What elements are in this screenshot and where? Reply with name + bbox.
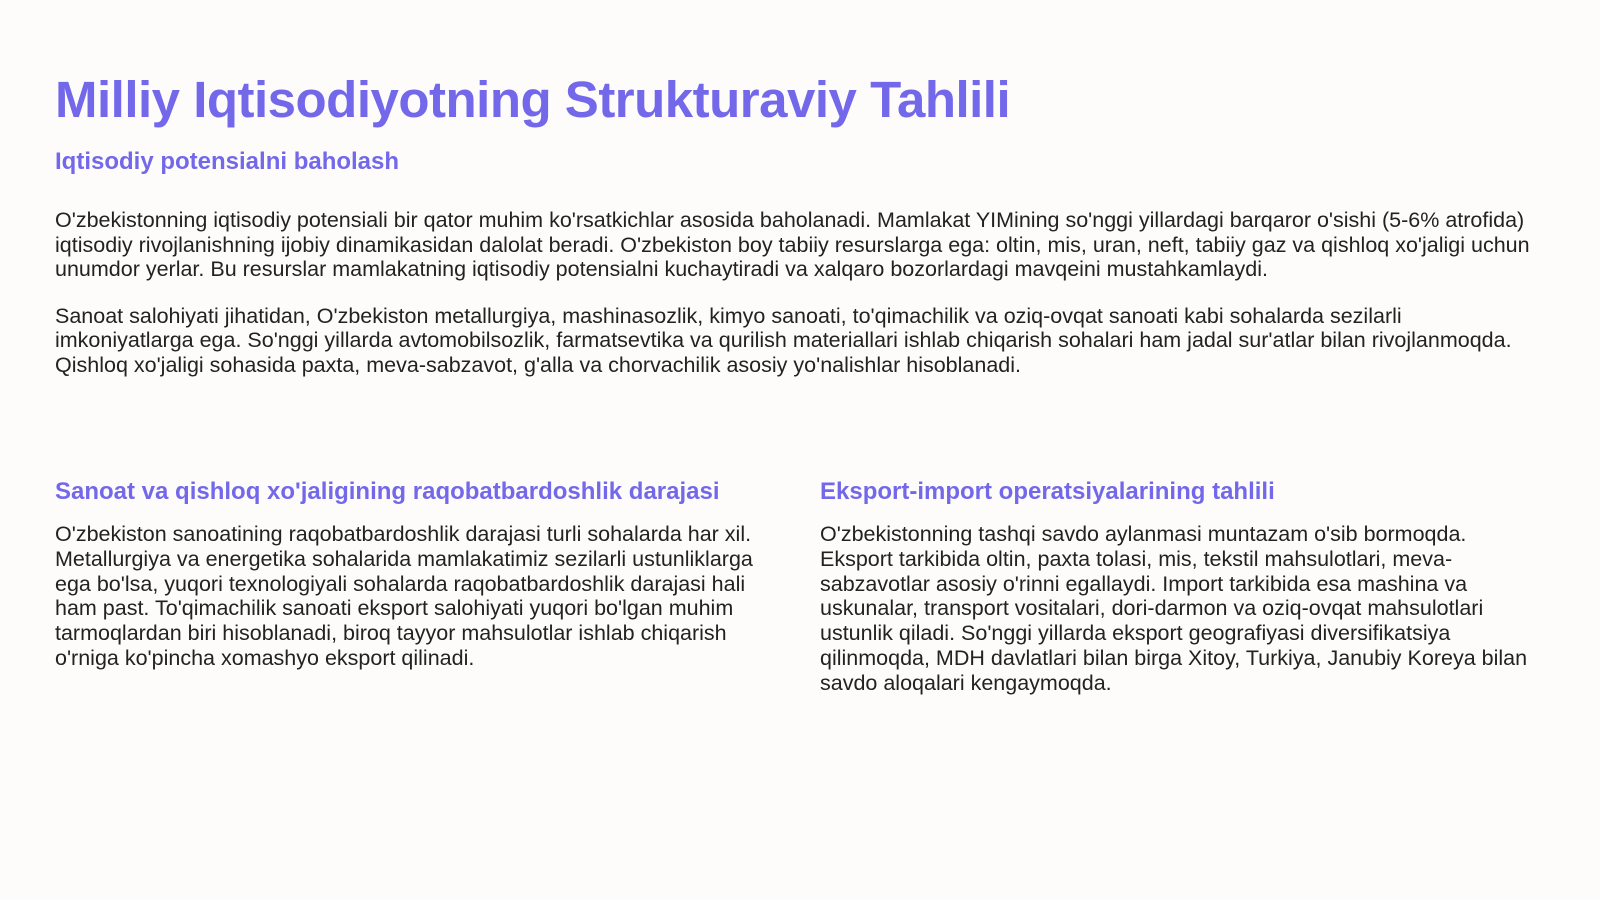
column-body: O'zbekistonning tashqi savdo aylanmasi muntazam o'sib bormoqda. Eksport tarkibida oltin, paxta tolasi, mis, tekstil mahsulotlari, meva-sabzavotlar asosiy o'rinni egallaydi. Import tarkibida esa mashina va uskunalar, transport vositalari, dori-darmon va oziq-ovqat mahsulotlari ustunlik qiladi. So'nggi yillarda eksport geografiyasi diversifikatsiya qilinmoqda, MDH davlatlari bilan birga Xitoy, Turkiya, Janubiy Koreya bilan savdo aloqalari kengaymoqda. [820, 522, 1528, 695]
slide-title: Milliy Iqtisodiyotning Strukturaviy Tahlili [55, 71, 1011, 128]
intro-paragraph: Sanoat salohiyati jihatidan, O'zbekiston metallurgiya, mashinasozlik, kimyo sanoati, to'qimachilik va oziq-ovqat sanoati kabi sohalarda sezilarli imkoniyatlarga ega. So'nggi yillarda avtomobilsozlik, farmatsevtika va qurilish materiallari ishlab chiqarish sohalari ham jadal sur'atlar bilan rivojlanmoqda. Qishloq xo'jaligi sohasida paxta, meva-sabzavot, g'alla va chorvachilik asosiy yo'nalishlar hisoblanadi. [55, 303, 1512, 377]
column-export-import [820, 476, 1545, 696]
intro-section [55, 208, 1545, 378]
intro-paragraph: O'zbekistonning iqtisodiy potensiali bir qator muhim ko'rsatkichlar asosida baholanadi. Mamlakat YIMining so'nggi yillardagi barqaror o'sishi (5-6% atrofida) iqtisodiy rivojlanishning ijobiy dinamikasidan dalolat beradi. O'zbekiston boy tabiiy resurslarga ega: oltin, mis, uran, neft, tabiiy gaz va qishloq xo'jaligi uchun unumdor yerlar. Bu resurslar mamlakatning iqtisodiy potensialni kuchaytiradi va xalqaro bozorlardagi mavqeini mustahkamlaydi. [55, 208, 1530, 282]
column-body: O'zbekiston sanoatining raqobatbardoshlik darajasi turli sohalarda har xil. Metallurgiya va energetika sohalarida mamlakatimiz sezilarli ustunliklarga ega bo'lsa, yuqori texnologiyali sohalarda raqobatbardoshlik darajasi hali ham past. To'qimachilik sanoati eksport salohiyati yuqori bo'lgan muhim tarmoqlardan biri hisoblanadi, biroq tayyor mahsulotlar ishlab chiqarish o'rniga ko'pincha xomashyo eksport qilinadi. [55, 522, 753, 670]
section-subtitle: Iqtisodiy potensialni baholash [55, 148, 400, 175]
two-column-section [55, 476, 1545, 696]
column-heading: Eksport-import operatsiyalarining tahlili [820, 478, 1275, 505]
column-heading: Sanoat va qishloq xo'jaligining raqobatbardoshlik darajasi [55, 478, 720, 505]
column-competitiveness [55, 476, 780, 696]
